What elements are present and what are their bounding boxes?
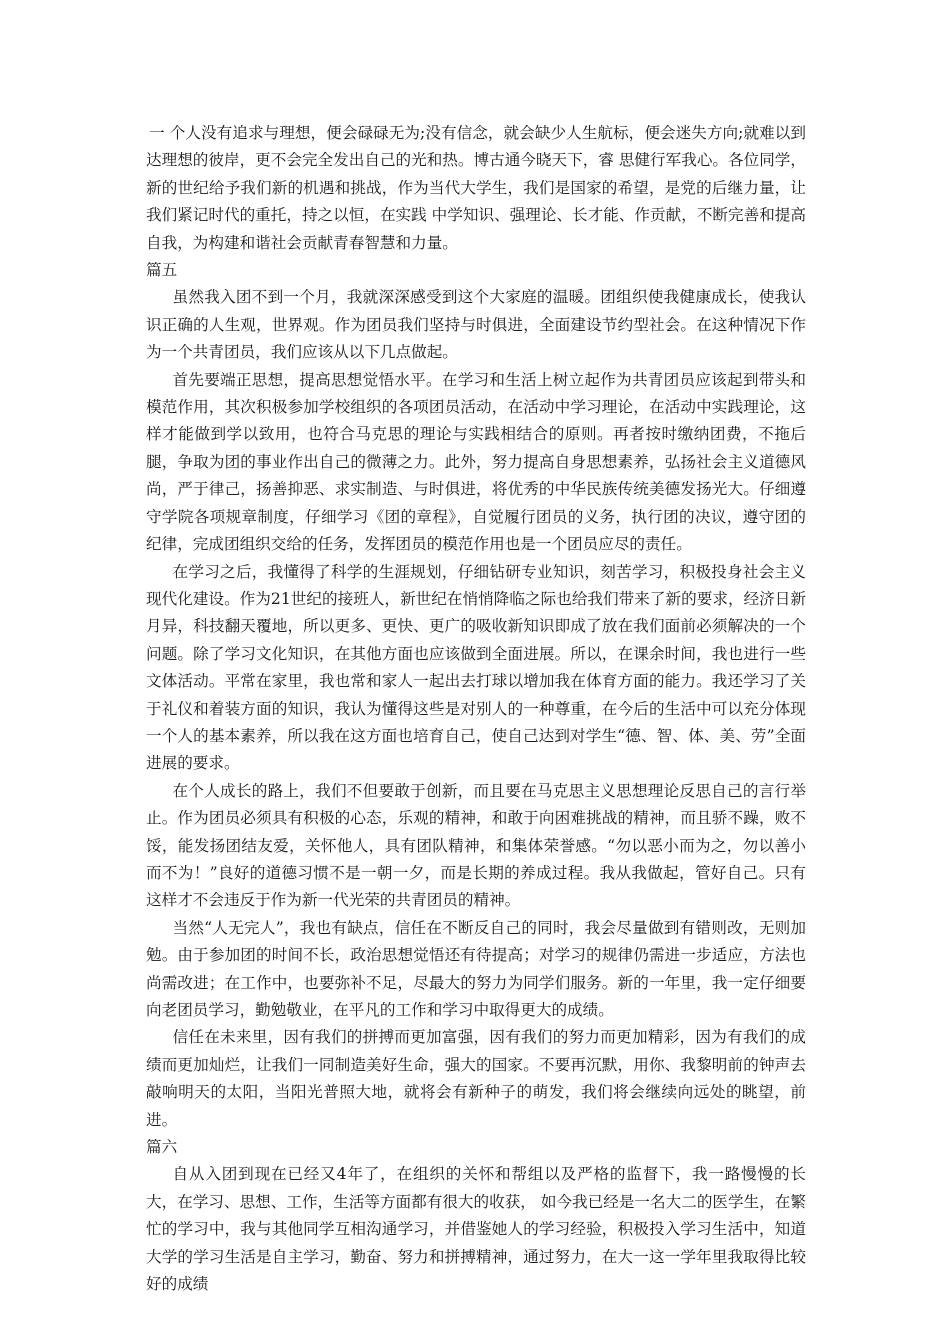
document-body [146, 120, 806, 1298]
paragraph: 在个人成长的路上，我们不但要敢于创新，而且要在马克思主义思想理论反思自己的言行举止。作为团员必须具有积极的心态，乐观的精神，和敢于向困难挑战的精神，而且骄不躁，败不馁，能发扬团结友爱，关怀他人，具有团队精神，和集体荣誉感。“勿以恶小而为之，勿以善小而不为！”良好的道德习惯不是一朝一夕，而是长期的养成过程。我从我做起，管好自己。只有这样才不会违反于作为新一代光荣的共青团员的精神。 [146, 781, 806, 910]
section-heading: 篇六 [146, 1138, 178, 1157]
paragraph: 当然“人无完人”，我也有缺点，信任在不断反自己的同时，我会尽量做到有错则改，无则加勉。由于参加团的时间不长，政治思想觉悟还有待提高；对学习的规律仍需进一步适应，方法也尚需改进；在工作中，也要弥补不足，尽最大的努力为同学们服务。新的一年里，我一定仔细要向老团员学习，勤勉敬业，在平凡的工作和学习中取得更大的成绩。 [146, 918, 806, 1019]
paragraph: 虽然我入团不到一个月，我就深深感受到这个大家庭的温暖。团组织使我健康成长，使我认识正确的人生观，世界观。作为团员我们坚持与时俱进，全面建设节约型社会。在这种情况下作为一个共青团员，我们应该从以下几点做起。 [146, 288, 806, 362]
paragraph: 信任在未来里，因有我们的拼搏而更加富强，因有我们的努力而更加精彩，因为有我们的成绩而更加灿烂，让我们一同制造美好生命，强大的国家。不要再沉默，用你、我黎明前的钟声去敲响明天的太阳，当阳光普照大地，就将会有新种子的萌发，我们将会继续向远处的眺望，前进。 [146, 1028, 806, 1129]
paragraph: 在学习之后，我懂得了科学的生涯规划，仔细钻研专业知识，刻苦学习，积极投身社会主义现代化建设。作为21世纪的接班人，新世纪在悄悄降临之际也给我们带来了新的要求，经济日新月异，科技翻天覆地，所以更多、更快、更广的吸收新知识即成了放在我们面前必须解决的一个问题。除了学习文化知识，在其他方面也应该做到全面进展。所以，在课余时间，我也进行一些文体活动。平常在家里，我也常和家人一起出去打球以增加我在体育方面的能力。我还学习了关于礼仪和着装方面的知识，我认为懂得这些是对别人的一种尊重，在今后的生活中可以充分体现一个人的基本素养，所以我在这方面也培育自己，使自己达到对学生“德、智、体、美、劳”全面进展的要求。 [146, 562, 806, 773]
paragraph: 首先要端正思想，提高思想觉悟水平。在学习和生活上树立起作为共青团员应该起到带头和模范作用，其次积极参加学校组织的各项团员活动，在活动中学习理论，在活动中实践理论，这样才能做到学以致用，也符合马克思的理论与实践相结合的原则。再者按时缴纳团费，不拖后腿，争取为团的事业作出自己的微薄之力。此外，努力提高自身思想素养，弘扬社会主义道德风尚，严于律己，扬善抑恶、求实制造、与时俱进，将优秀的中华民族传统美德发扬光大。仔细遵守学院各项规章制度，仔细学习《团的章程》，自觉履行团员的义务，执行团的决议，遵守团的纪律，完成团组织交给的任务，发挥团员的模范作用也是一个团员应尽的责任。 [146, 370, 806, 554]
paragraph: 一 个人没有追求与理想，便会碌碌无为;没有信念，就会缺少人生航标，便会迷失方向;就难以到达理想的彼岸，更不会完全发出自己的光和热。博古通今晓天下，睿 思健行军我心。各位同学，新的世纪给予我们新的机遇和挑战，作为当代大学生，我们是国家的希望，是党的后继力量，让我们紧记时代的重托，持之以恒，在实践 中学知识、强理论、长才能、作贡献，不断完善和提高自我，为构建和谐社会贡献青春智慧和力量。 [146, 124, 806, 252]
paragraph: 自从入团到现在已经又4年了，在组织的关怀和帮组以及严格的监督下，我一路慢慢的长大，在学习、思想、工作，生活等方面都有很大的收获， 如今我已经是一名大二的医学生，在繁忙的学习中，我与其他同学互相沟通学习，并借鉴她人的学习经验，积极投入学习生活中，知道大学的学习生活是自主学习，勤奋、努力和拼搏精神，通过努力，在大一这一学年里我取得比较好的成绩 [146, 1165, 806, 1294]
section-heading: 篇五 [146, 261, 178, 280]
